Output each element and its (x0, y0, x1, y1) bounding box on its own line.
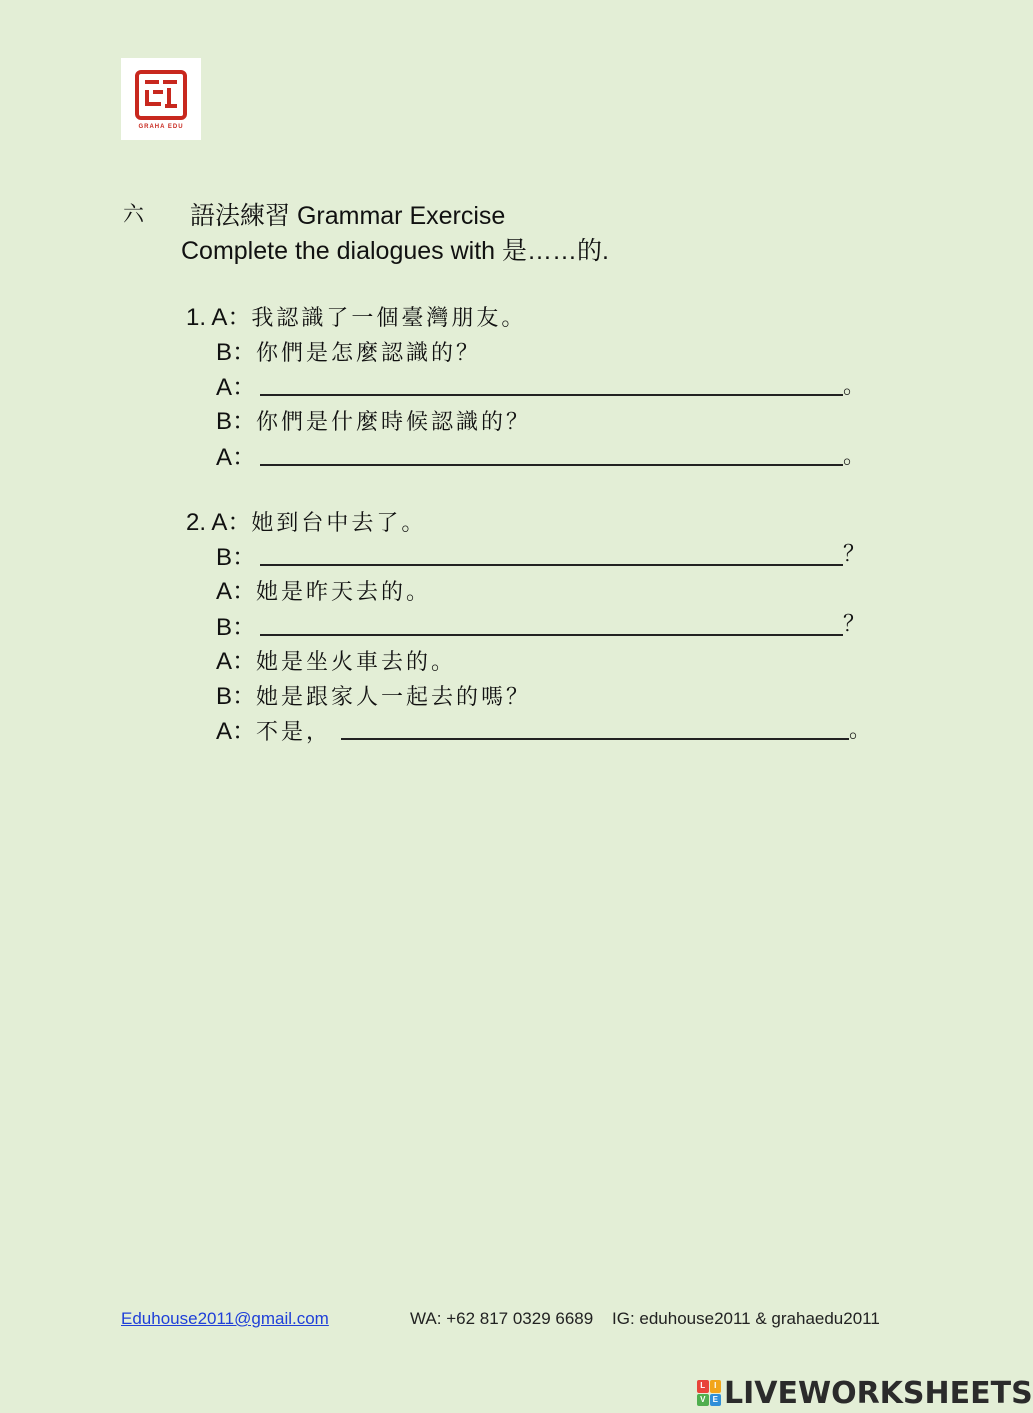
speaker-label: A： (216, 648, 257, 675)
answer-blank[interactable] (260, 564, 843, 566)
dialogue-line (216, 571, 431, 606)
section-number: 六 (123, 202, 144, 226)
dialogue-line (216, 332, 481, 367)
dialogue-line (216, 401, 531, 436)
section-instruction: Complete the dialogues with 是……的. (181, 237, 609, 265)
live-badge-icon (697, 1380, 721, 1406)
seal-icon (135, 70, 187, 120)
footer-email[interactable] (121, 1309, 329, 1329)
speaker-label: 1. A： (186, 304, 252, 331)
answer-blank[interactable] (260, 634, 843, 636)
dialogue-text: 她到台中去了。 (251, 511, 427, 536)
speaker-label: B： (216, 544, 257, 571)
dialogue-text: 不是， (256, 720, 332, 745)
dialogue-line (216, 607, 256, 642)
liveworksheets-logo (697, 1376, 1033, 1410)
answer-blank[interactable] (341, 738, 849, 740)
answer-blank[interactable] (260, 394, 843, 396)
email-link[interactable]: Eduhouse2011@gmail.com (121, 1309, 329, 1328)
speaker-label: A： (216, 578, 257, 605)
line-end-punctuation: ？ (843, 542, 866, 567)
dialogue-text: 她是跟家人一起去的嗎？ (256, 685, 532, 710)
badge-letter: I (710, 1380, 722, 1393)
liveworksheets-wordmark: LIVEWORKSHEETS (724, 1375, 1033, 1411)
dialogue-line (216, 537, 256, 572)
speaker-label: A： (216, 374, 257, 401)
dialogue-text: 你們是怎麼認識的？ (256, 341, 482, 366)
speaker-label: A： (216, 444, 257, 471)
dialogue-line (216, 437, 256, 472)
badge-letter: V (697, 1394, 709, 1407)
badge-letter: L (697, 1380, 709, 1393)
dialogue-text: 她是昨天去的。 (256, 580, 432, 605)
dialogue-line (216, 676, 531, 711)
dialogue-line (216, 711, 331, 746)
speaker-label: B： (216, 614, 257, 641)
line-end-punctuation: 。 (849, 718, 872, 743)
dialogue-text: 我認識了一個臺灣朋友。 (251, 306, 527, 331)
line-end-punctuation: 。 (843, 374, 866, 399)
section-title: 語法練習 Grammar Exercise (190, 202, 506, 230)
line-end-punctuation: ？ (843, 612, 866, 637)
dialogue-line (216, 367, 256, 402)
speaker-label: A： (216, 718, 257, 745)
dialogue-line (186, 502, 426, 537)
dialogue-line (186, 297, 526, 332)
answer-blank[interactable] (260, 464, 843, 466)
logo-caption: GRAHA EDU (138, 124, 184, 130)
dialogue-line (216, 641, 456, 676)
speaker-label: B： (216, 408, 257, 435)
line-end-punctuation: 。 (843, 444, 866, 469)
graha-edu-logo (121, 58, 201, 140)
speaker-label: B： (216, 683, 257, 710)
speaker-label: B： (216, 339, 257, 366)
dialogue-text: 你們是什麼時候認識的？ (256, 410, 532, 435)
footer-whatsapp: WA: +62 817 0329 6689 (410, 1309, 594, 1328)
dialogue-text: 她是坐火車去的。 (256, 650, 457, 675)
speaker-label: 2. A： (186, 509, 252, 536)
footer-instagram: IG: eduhouse2011 & grahaedu2011 (612, 1309, 880, 1328)
badge-letter: E (710, 1394, 722, 1407)
